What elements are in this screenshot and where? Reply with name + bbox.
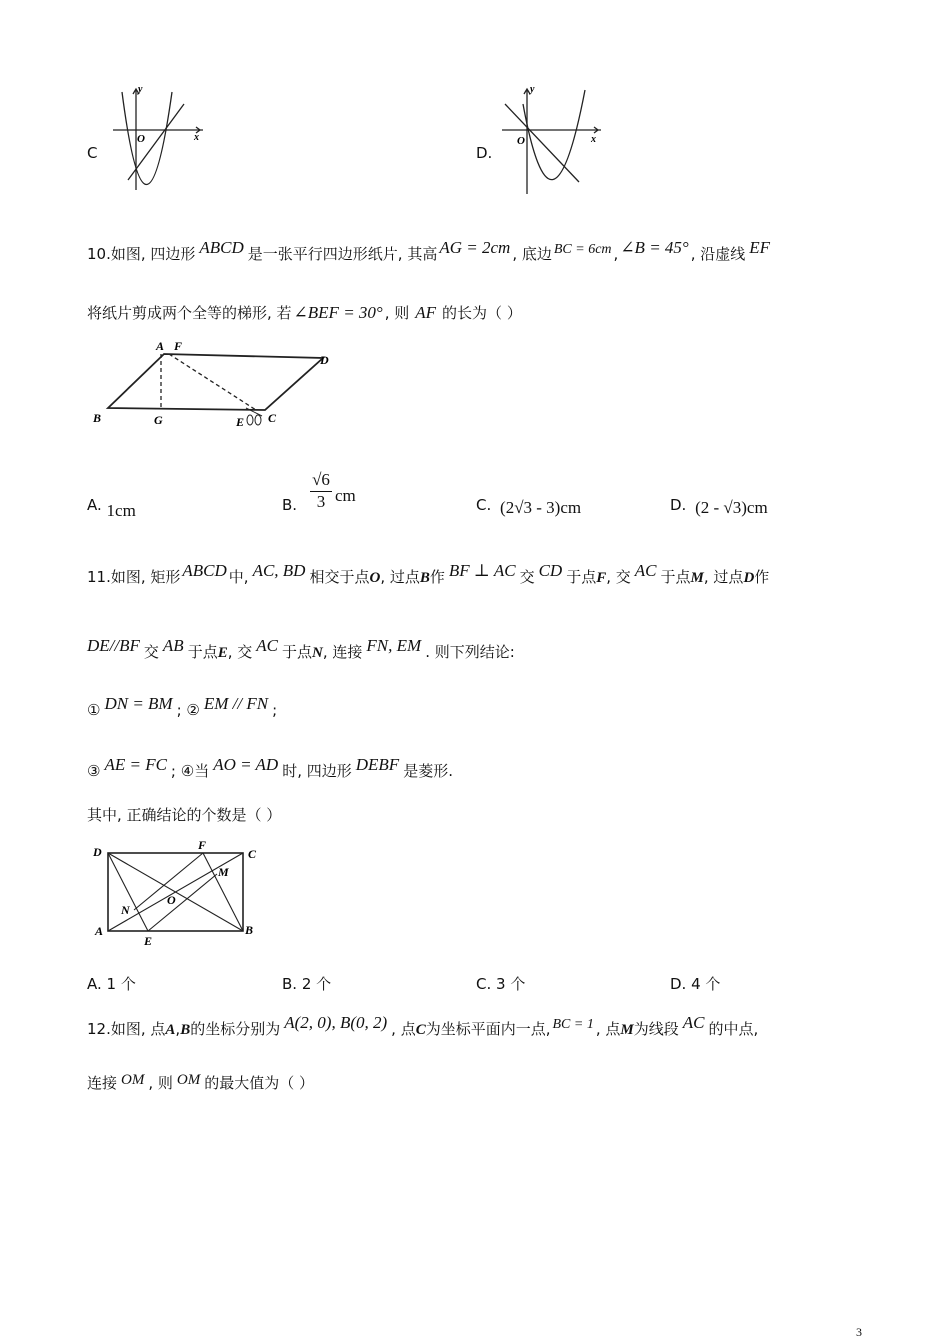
q11-math: AC	[634, 561, 657, 580]
q12-math: BC = 1	[552, 1017, 594, 1032]
fig10-label-c: C	[268, 411, 277, 425]
q12-line2	[87, 1072, 314, 1093]
q10-option-c-key: C.	[476, 496, 492, 514]
q10-math-ef: EF	[749, 238, 771, 257]
q10-option-a-key: A.	[87, 496, 102, 514]
svg-text:O: O	[137, 133, 145, 145]
svg-text:O: O	[517, 135, 525, 147]
q10-option-a[interactable]	[87, 495, 136, 520]
conclusion-3-math: AE = FC	[104, 755, 167, 774]
q10-text: 是一张平行四边形纸片, 其高	[247, 245, 438, 263]
q10-option-b-key: B.	[282, 496, 298, 514]
q11-math: BF ⊥ AC	[448, 561, 516, 580]
q11-text: 相交于点	[309, 568, 370, 586]
fig11-label-c: C	[248, 847, 257, 861]
q11-math: CD	[538, 561, 563, 580]
q11-question: 其中, 正确结论的个数是（ ）	[87, 806, 282, 824]
fig10-label-e: E	[236, 415, 245, 429]
q11-figure	[90, 838, 265, 950]
fig10-label-d: D	[320, 353, 329, 367]
q11-text: 于点	[566, 568, 597, 586]
q11-point: N	[312, 645, 323, 661]
q11-text: , 连接	[322, 643, 363, 661]
fig11-label-m: M	[218, 865, 229, 879]
q12-text: 的中点,	[708, 1020, 759, 1038]
q12-point: A	[165, 1022, 176, 1038]
q10-option-b-fraction	[310, 470, 332, 512]
q11-number: 11	[87, 568, 107, 586]
q10-option-c-value: (2√3 - 3)cm	[500, 498, 582, 517]
q12-math: OM	[121, 1072, 145, 1088]
q11-math: DE//BF	[87, 636, 140, 655]
q12-text: ,	[175, 1020, 181, 1038]
q10-text: .如图, 四边形	[106, 245, 196, 263]
q11-text: , 过点	[703, 568, 744, 586]
q11-option-c-key: C.	[476, 975, 492, 993]
fig10-label-g: G	[154, 413, 163, 427]
fig11-label-f: F	[198, 838, 207, 852]
q9-option-c-label: C	[87, 144, 98, 162]
q11-math: FN, EM	[366, 636, 422, 655]
q11-point: B	[419, 570, 430, 586]
q10-line2	[87, 302, 522, 323]
fraction-numerator: √6	[310, 470, 332, 492]
q12-math: OM	[176, 1072, 201, 1088]
q11-text: 于点	[282, 643, 313, 661]
q11-text: 中,	[228, 568, 249, 586]
q11-text: .如图, 矩形	[106, 568, 181, 586]
q11-option-b[interactable]	[282, 973, 331, 994]
q11-option-d-key: D.	[670, 975, 687, 993]
q11-option-d-value: 4 个	[691, 975, 721, 993]
q10-math-angle-b: ∠B = 45°	[620, 238, 689, 257]
q9-option-c-graph	[108, 82, 208, 192]
fig10-label-a: A	[156, 339, 165, 353]
q11-option-b-key: B.	[282, 975, 298, 993]
q10-option-d-key: D.	[670, 496, 687, 514]
conclusion-1-math: DN = BM	[104, 694, 173, 713]
q10-option-c[interactable]	[476, 495, 581, 515]
q11-math: AB	[162, 636, 184, 655]
q11-text: . 则下列结论:	[425, 643, 515, 661]
q10-figure	[88, 338, 338, 433]
q11-option-c[interactable]	[476, 973, 525, 994]
fig10-label-f: F	[174, 339, 183, 353]
q11-text: 交	[143, 643, 159, 661]
q12-text: , 则	[148, 1074, 173, 1092]
q11-line1	[87, 561, 770, 587]
q10-line1	[87, 238, 771, 264]
q11-text: , 过点	[380, 568, 420, 586]
fig11-label-o: O	[167, 893, 176, 907]
q11-text: 作	[754, 568, 770, 586]
q11-text: ; ②	[176, 701, 200, 719]
q11-text: 于点	[187, 643, 218, 661]
fig11-label-e: E	[144, 934, 153, 948]
conclusion-4-math: AO = AD	[213, 755, 279, 774]
q11-text: , 交	[227, 643, 253, 661]
q11-text: , 交	[606, 568, 631, 586]
q12-text: 为线段	[633, 1020, 679, 1038]
q10-text: , 底边	[512, 245, 552, 263]
q11-math: ABCD	[182, 561, 227, 580]
q12-text: 的最大值为（ ）	[204, 1074, 314, 1092]
q10-math-bc: BC = 6cm	[553, 242, 612, 257]
q11-conclusions-1-2	[87, 694, 278, 720]
q11-line2	[87, 636, 515, 662]
q9-option-d-label: D.	[476, 144, 493, 162]
q11-option-a-value: 1 个	[106, 975, 136, 993]
q12-line1	[87, 1013, 759, 1039]
q12-text: 为坐标平面内一点,	[425, 1020, 551, 1038]
q11-option-a[interactable]	[87, 973, 136, 994]
q10-math-angle-bef: ∠BEF = 30°	[293, 303, 383, 322]
q10-text: 的长为（ ）	[442, 304, 522, 322]
q10-number: 10	[87, 245, 107, 263]
q10-math-abcd: ABCD	[199, 238, 244, 257]
svg-text:y: y	[530, 84, 535, 95]
q11-point: D	[743, 570, 755, 586]
q11-text: 作	[429, 568, 445, 586]
q10-option-a-value: 1cm	[106, 501, 136, 520]
q12-text: .如图, 点	[106, 1020, 166, 1038]
q10-text: , 沿虚线	[690, 245, 746, 263]
q9-option-d-graph	[497, 82, 607, 197]
q12-point: C	[415, 1022, 426, 1038]
q11-text: 时, 四边形	[282, 762, 352, 780]
q11-text: ;	[272, 701, 278, 719]
fig11-label-d: D	[93, 845, 102, 859]
q10-text: 将纸片剪成两个全等的梯形, 若	[87, 304, 292, 322]
q10-option-d[interactable]	[670, 495, 768, 515]
svg-text:x: x	[591, 134, 596, 145]
q12-math: A(2, 0), B(0, 2)	[284, 1013, 388, 1032]
fig11-label-b: B	[245, 923, 254, 937]
q11-text: 是菱形.	[403, 762, 453, 780]
svg-text:y: y	[138, 84, 143, 95]
q10-option-d-value: (2 - √3)cm	[695, 498, 768, 517]
q10-text: , 则	[384, 304, 410, 322]
q11-point: E	[217, 645, 228, 661]
fig10-label-b: B	[93, 411, 102, 425]
q11-text: ; ④当	[170, 762, 210, 780]
conclusion-2-math: EM // FN	[203, 694, 269, 713]
q11-option-a-key: A.	[87, 975, 102, 993]
q12-text: 连接	[87, 1074, 118, 1092]
svg-text:x: x	[194, 132, 199, 143]
q12-text: 的坐标分别为	[190, 1020, 281, 1038]
q10-option-b-unit: cm	[335, 486, 356, 505]
q12-point: M	[620, 1022, 634, 1038]
q11-point: O	[369, 570, 381, 586]
conclusion-4-math: DEBF	[355, 755, 400, 774]
q11-math: AC	[256, 636, 278, 655]
fig11-label-n: N	[121, 903, 130, 917]
q12-point: B	[180, 1022, 191, 1038]
q11-option-c-value: 3 个	[496, 975, 526, 993]
q11-text: 交	[519, 568, 535, 586]
q12-math: AC	[682, 1013, 705, 1032]
q11-math: AC, BD	[252, 561, 306, 580]
fig11-label-a: A	[95, 924, 104, 938]
page-number: 3	[856, 1325, 862, 1339]
q11-point: M	[690, 570, 704, 586]
q12-number: 12	[87, 1020, 107, 1038]
q11-text: 于点	[660, 568, 691, 586]
q10-text: ,	[613, 245, 619, 263]
fraction-denominator: 3	[316, 492, 326, 511]
q12-text: , 点	[595, 1020, 621, 1038]
q11-point: F	[596, 570, 607, 586]
q11-option-b-value: 2 个	[301, 975, 332, 993]
q12-text: , 点	[391, 1020, 416, 1038]
q11-option-d[interactable]	[670, 973, 720, 994]
q10-math-ag: AG = 2cm	[439, 238, 511, 257]
q10-math-af: AF	[415, 303, 437, 322]
conclusion-1-marker: ①	[87, 701, 101, 719]
q11-conclusions-3-4	[87, 755, 453, 781]
conclusion-3-marker: ③	[87, 762, 101, 780]
